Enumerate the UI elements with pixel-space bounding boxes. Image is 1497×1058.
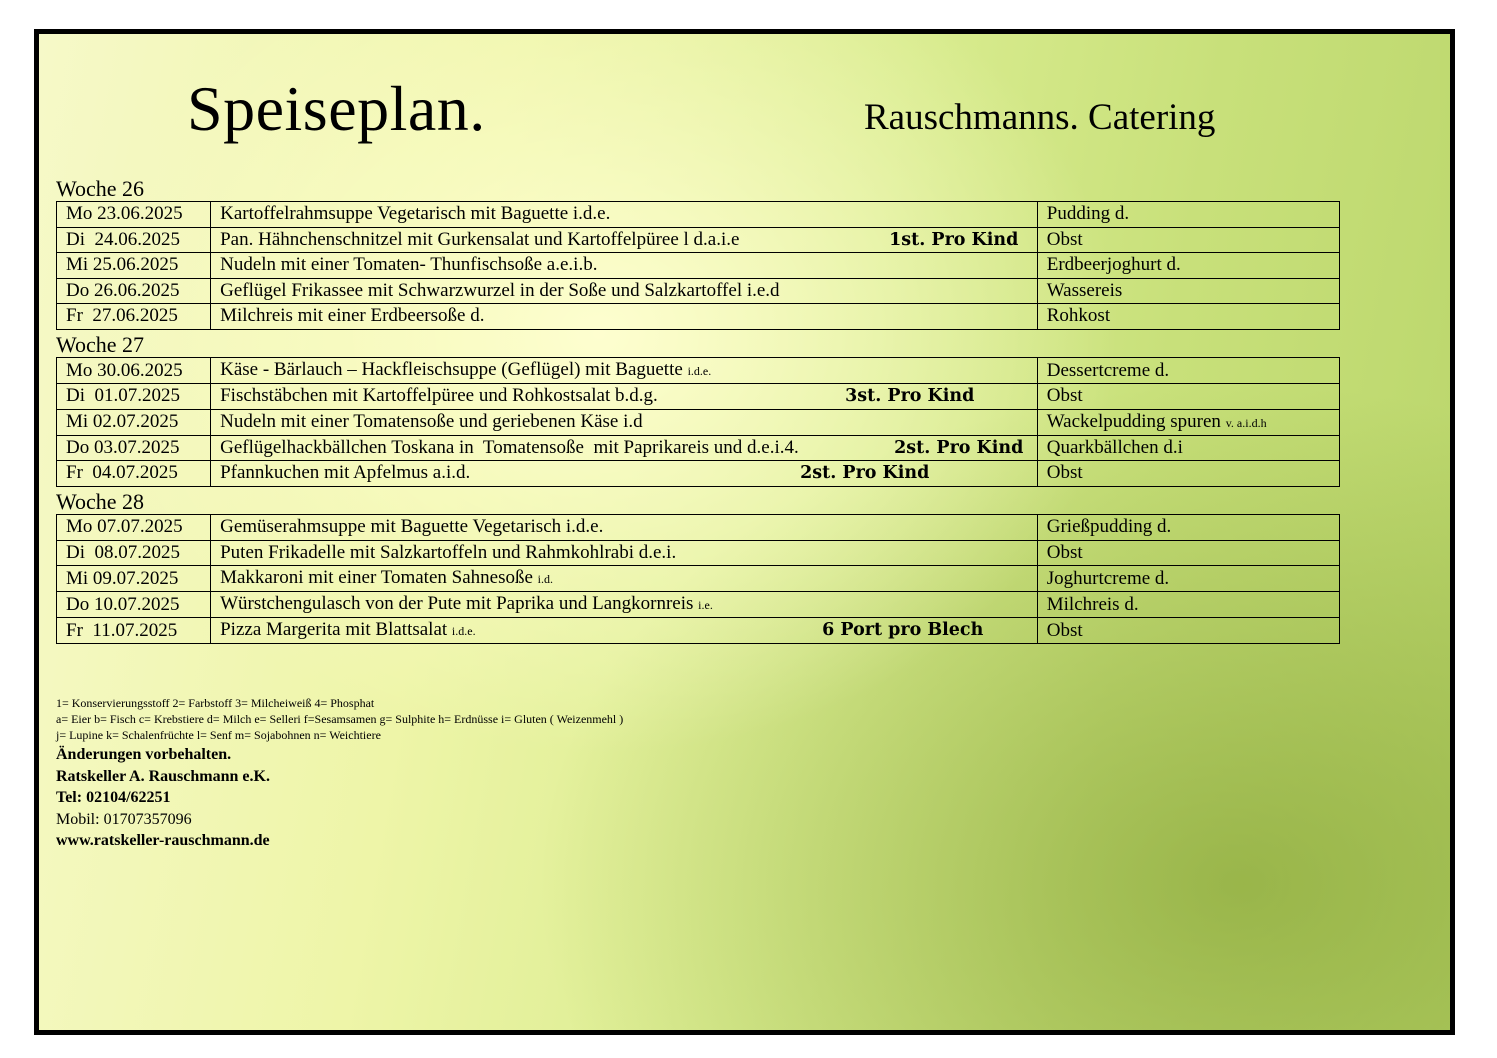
- week-menu-table: [56, 201, 1340, 330]
- allergen-code: v. a.i.d.h: [1225, 415, 1267, 430]
- allergen-code: i.d.e.: [687, 364, 712, 378]
- dish-cell: [211, 435, 1038, 461]
- dessert-text: Grießpudding d.: [1046, 516, 1172, 538]
- dessert-cell: [1037, 515, 1339, 541]
- week-menu-table: [56, 357, 1340, 487]
- portion-note: 2st. Pro Kind: [894, 437, 1024, 458]
- dessert-text: Quarkbällchen d.i: [1046, 436, 1183, 458]
- dish-cell: [211, 515, 1038, 541]
- dish-text: Käse - Bärlauch – Hackfleischsuppe (Geflügel) mit Baguette: [220, 359, 683, 380]
- dish-text: Pizza Margerita mit Blattsalat: [220, 619, 448, 640]
- day-cell: Mi 25.06.2025: [57, 253, 211, 279]
- dish-text: Nudeln mit einer Tomaten- Thunfischsoße a.e.i.b.: [220, 254, 598, 276]
- dish-cell: [211, 304, 1038, 330]
- week-label: Woche 28: [56, 489, 145, 514]
- dish-cell: [211, 227, 1038, 253]
- dessert-cell: [1037, 409, 1339, 435]
- dessert-text: Wassereis: [1046, 279, 1123, 301]
- dessert-cell: [1037, 566, 1339, 592]
- day-cell: Di 08.07.2025: [57, 540, 211, 566]
- table-row: [57, 202, 1340, 228]
- dish-cell: [211, 461, 1038, 487]
- menu-page: [34, 29, 1455, 1035]
- dessert-text: Obst: [1046, 385, 1083, 407]
- dessert-text: Wackelpudding spuren: [1046, 410, 1221, 432]
- mobile-number: Mobil: 01707357096: [56, 810, 192, 828]
- table-row: [57, 304, 1340, 330]
- dish-text: Kartoffelrahmsuppe Vegetarisch mit Baguette i.d.e.: [220, 203, 611, 225]
- day-cell: Mo 07.07.2025: [57, 515, 211, 541]
- dessert-cell: [1037, 253, 1339, 279]
- dish-cell: [211, 202, 1038, 228]
- contact-block: [56, 744, 270, 852]
- table-row: [57, 409, 1340, 435]
- dessert-cell: [1037, 227, 1339, 253]
- table-row: [57, 540, 1340, 566]
- allergen-code: i.e.: [698, 598, 713, 612]
- dessert-text: Erdbeerjoghurt d.: [1046, 254, 1181, 276]
- day-cell: Do 26.06.2025: [57, 278, 211, 304]
- dish-text: Geflügelhackbällchen Toskana in Tomatensoße mit Paprikareis und d.e.i.4.: [220, 436, 799, 458]
- dessert-cell: [1037, 461, 1339, 487]
- dish-text: Milchreis mit einer Erdbeersoße d.: [220, 305, 485, 327]
- week-menu-table: [56, 514, 1340, 644]
- dish-cell: [211, 540, 1038, 566]
- page-title: Speiseplan.: [187, 73, 486, 144]
- table-row: [57, 227, 1340, 253]
- dish-cell: [211, 384, 1038, 410]
- dessert-text: Obst: [1046, 619, 1083, 641]
- day-cell: Do 03.07.2025: [57, 435, 211, 461]
- website-link[interactable]: www.ratskeller-rauschmann.de: [56, 832, 270, 849]
- dessert-cell: [1037, 435, 1339, 461]
- day-cell: Di 01.07.2025: [57, 384, 211, 410]
- day-cell: Mo 30.06.2025: [57, 358, 211, 384]
- day-cell: Mi 09.07.2025: [57, 566, 211, 592]
- dessert-text: Milchreis d.: [1046, 593, 1139, 615]
- changes-notice: Änderungen vorbehalten.: [56, 746, 232, 763]
- table-row: [57, 384, 1340, 410]
- dish-text: Pan. Hähnchenschnitzel mit Gurkensalat und Kartoffelpüree l d.a.i.e: [220, 228, 740, 250]
- dish-cell: [211, 618, 1038, 644]
- dessert-cell: [1037, 278, 1339, 304]
- day-cell: Di 24.06.2025: [57, 227, 211, 253]
- dish-text: Fischstäbchen mit Kartoffelpüree und Rohkostsalat b.d.g.: [220, 385, 658, 407]
- dish-text: Puten Frikadelle mit Salzkartoffeln und Rahmkohlrabi d.e.i.: [220, 541, 677, 563]
- day-cell: Fr 11.07.2025: [57, 618, 211, 644]
- legend-line: 1= Konservierungsstoff 2= Farbstoff 3= Milcheiweiß 4= Phosphat: [56, 696, 375, 710]
- dessert-text: Obst: [1046, 462, 1083, 484]
- table-row: [57, 618, 1340, 644]
- dessert-cell: [1037, 540, 1339, 566]
- allergen-code: i.d.: [537, 572, 553, 586]
- dish-text: Makkaroni mit einer Tomaten Sahnesoße: [220, 567, 533, 588]
- table-row: [57, 592, 1340, 618]
- portion-note: 6 Port pro Blech: [822, 620, 984, 640]
- dessert-text: Obst: [1046, 541, 1083, 563]
- portion-note: 1st. Pro Kind: [889, 229, 1019, 250]
- day-cell: Fr 04.07.2025: [57, 461, 211, 487]
- dish-cell: [211, 278, 1038, 304]
- dessert-text: Rohkost: [1046, 305, 1111, 327]
- dessert-cell: [1037, 592, 1339, 618]
- company-name: Ratskeller A. Rauschmann e.K.: [56, 767, 270, 785]
- table-row: [57, 358, 1340, 384]
- dessert-cell: [1037, 304, 1339, 330]
- dish-text: Gemüserahmsuppe mit Baguette Vegetarisch i.d.e.: [220, 516, 604, 538]
- dish-text: Geflügel Frikassee mit Schwarzwurzel in der Soße und Salzkartoffel i.e.d: [220, 279, 780, 301]
- dessert-text: Dessertcreme d.: [1046, 359, 1170, 381]
- allergen-legend: [56, 695, 623, 743]
- week-label: Woche 26: [56, 176, 145, 201]
- day-cell: Mi 02.07.2025: [57, 409, 211, 435]
- table-row: [57, 461, 1340, 487]
- dessert-cell: [1037, 618, 1339, 644]
- table-row: [57, 253, 1340, 279]
- dessert-cell: [1037, 202, 1339, 228]
- dessert-cell: [1037, 384, 1339, 410]
- week-label: Woche 27: [56, 332, 145, 357]
- dish-cell: [211, 592, 1038, 618]
- dish-cell: [211, 566, 1038, 592]
- dish-text: Nudeln mit einer Tomatensoße und geriebenen Käse i.d: [220, 411, 643, 432]
- dish-text: Würstchengulasch von der Pute mit Paprika und Langkornreis: [220, 593, 694, 614]
- day-cell: Mo 23.06.2025: [57, 202, 211, 228]
- day-cell: Fr 27.06.2025: [57, 304, 211, 330]
- day-cell: Do 10.07.2025: [57, 592, 211, 618]
- dessert-cell: [1037, 358, 1339, 384]
- allergen-code: i.d.e.: [451, 624, 476, 638]
- phone-number: Tel: 02104/62251: [56, 789, 171, 806]
- brand-name: Rauschmanns. Catering: [864, 97, 1216, 138]
- table-row: [57, 278, 1340, 304]
- table-row: [57, 435, 1340, 461]
- dish-cell: [211, 358, 1038, 384]
- legend-line: j= Lupine k= Schalenfrüchte l= Senf m= Sojabohnen n= Weichtiere: [56, 728, 381, 742]
- table-row: [57, 515, 1340, 541]
- legend-line: a= Eier b= Fisch c= Krebstiere d= Milch e= Selleri f=Sesamsamen g= Sulphite h= Erdnüsse i= Gluten ( Weizenmehl ): [56, 712, 624, 726]
- dish-text: Pfannkuchen mit Apfelmus a.i.d.: [220, 462, 471, 484]
- dish-cell: [211, 253, 1038, 279]
- dessert-text: Joghurtcreme d.: [1046, 567, 1170, 589]
- dish-cell: [211, 409, 1038, 435]
- dessert-text: Pudding d.: [1046, 203, 1130, 225]
- portion-note: 2st. Pro Kind: [800, 463, 930, 483]
- table-row: [57, 566, 1340, 592]
- portion-note: 3st. Pro Kind: [845, 386, 975, 406]
- dessert-text: Obst: [1046, 228, 1083, 250]
